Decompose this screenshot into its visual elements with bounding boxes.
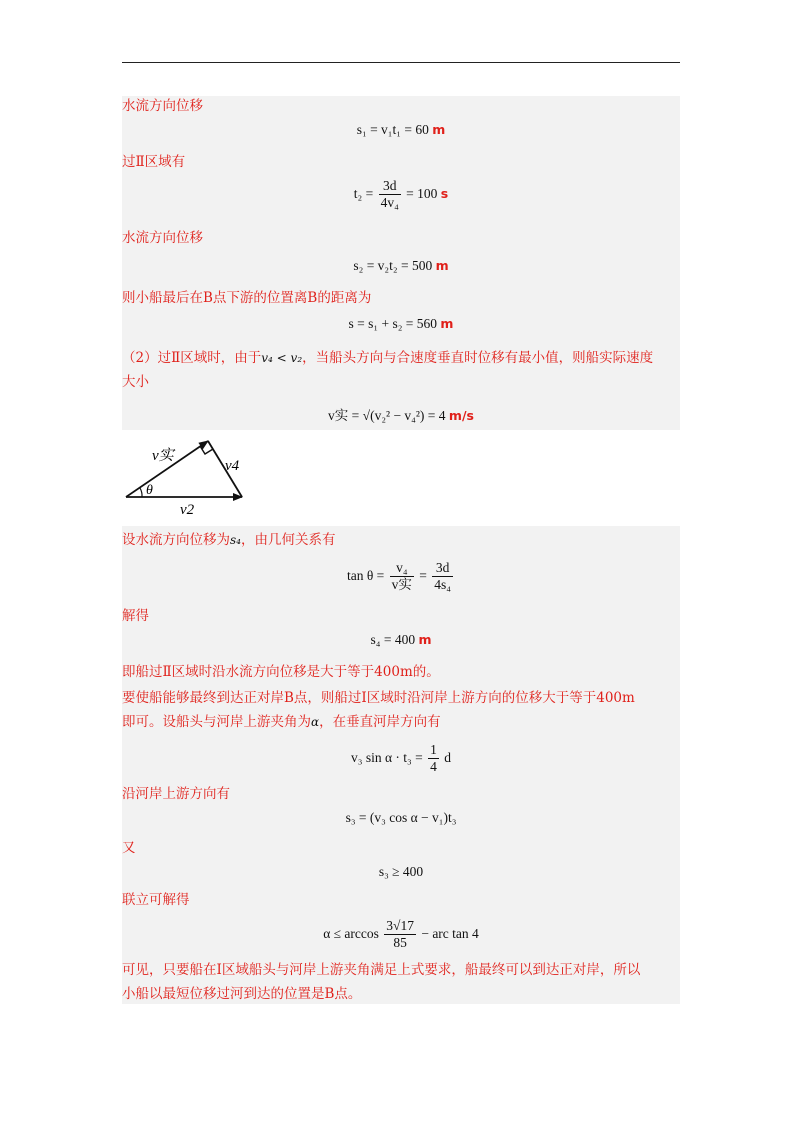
text-line: 沿河岸上游方向有 <box>122 786 230 802</box>
text-line: 小船以最短位移过河到达的位置是B点。 <box>122 986 362 1002</box>
fraction: $\frac{3d}{\text{4v₄}}$ <box>380 178 399 211</box>
text-line: 联立可解得 <box>122 892 190 908</box>
text-line: 过Ⅱ区域有 <box>122 154 186 170</box>
equation-tan-theta: tan θ = $\frac{\text{v₄}}{\text{v实}}$ = $\frac{3d}{\text{4s₄}}$ <box>346 560 452 593</box>
text-line: 设水流方向位移为s₄，由几何关系有 <box>122 532 336 548</box>
text-line: 又 <box>122 840 136 856</box>
equation-vertical: v₃ sin α · t₃ = $\frac{1}{4}$ d <box>351 742 451 775</box>
fraction: $\frac{\text{v₄}}{\text{v实}}$ <box>391 560 412 593</box>
text-line: 水流方向位移 <box>122 230 203 246</box>
text-line: 大小 <box>122 374 149 390</box>
equation-v-actual: v实 = √(v₂² − v₄²) = 4 m/s <box>328 408 474 423</box>
label-v4: v4 <box>225 458 240 474</box>
angle-arc <box>140 488 142 497</box>
text-line: 解得 <box>122 608 149 624</box>
text-line: 要使船能够最终到达正对岸B点，则船过Ⅰ区域时沿河岸上游方向的位移大于等于400m <box>122 690 635 706</box>
text-line: 即船过Ⅱ区域时沿水流方向位移是大于等于400m的。 <box>122 664 440 680</box>
text-line: （2）过Ⅱ区域时，由于v₄ < v₂，当船头方向与合速度垂直时位移有最小值，则船实际速度 <box>122 350 654 366</box>
text-line: 即可。设船头与河岸上游夹角为α，在垂直河岸方向有 <box>122 714 441 730</box>
fraction: $\frac{1}{4}$ <box>430 742 437 775</box>
text-line: 可见，只要船在Ⅰ区域船头与河岸上游夹角满足上式要求，船最终可以到达正对岸，所以 <box>122 962 641 978</box>
solution-block-2 <box>122 526 680 1004</box>
label-v2: v2 <box>180 502 195 518</box>
equation-s1: s₁ = v₁t₁ = 60 m <box>356 122 446 137</box>
label-v-actual: v实 <box>152 448 174 464</box>
equation-t2: t₂ = $\frac{3d}{\text{4v₄}}$ = 100 s <box>353 178 449 211</box>
equation-s3: s₃ = (v₃ cos α − v₁)t₃ <box>345 810 457 825</box>
text-line: 则小船最后在B点下游的位置离B的距离为 <box>122 290 372 306</box>
label-theta: θ <box>146 483 153 498</box>
solution-block-1 <box>122 96 680 430</box>
equation-s2: s₂ = v₂t₂ = 500 m <box>353 258 449 273</box>
text-line: 水流方向位移 <box>122 98 203 114</box>
equation-s3-bound: s₃ ≥ 400 <box>378 864 424 879</box>
equation-alpha: α ≤ arccos $\frac{3√17}{85}$ − arc tan 4 <box>323 918 479 951</box>
fraction: $\frac{3d}{\text{4s₄}}$ <box>434 560 452 593</box>
header-rule <box>122 62 680 63</box>
velocity-triangle-diagram <box>122 432 262 518</box>
equation-s4: s₄ = 400 m <box>370 632 432 647</box>
equation-s: s = s₁ + s₂ = 560 m <box>348 316 454 331</box>
fraction: $\frac{3√17}{85}$ <box>386 918 414 951</box>
